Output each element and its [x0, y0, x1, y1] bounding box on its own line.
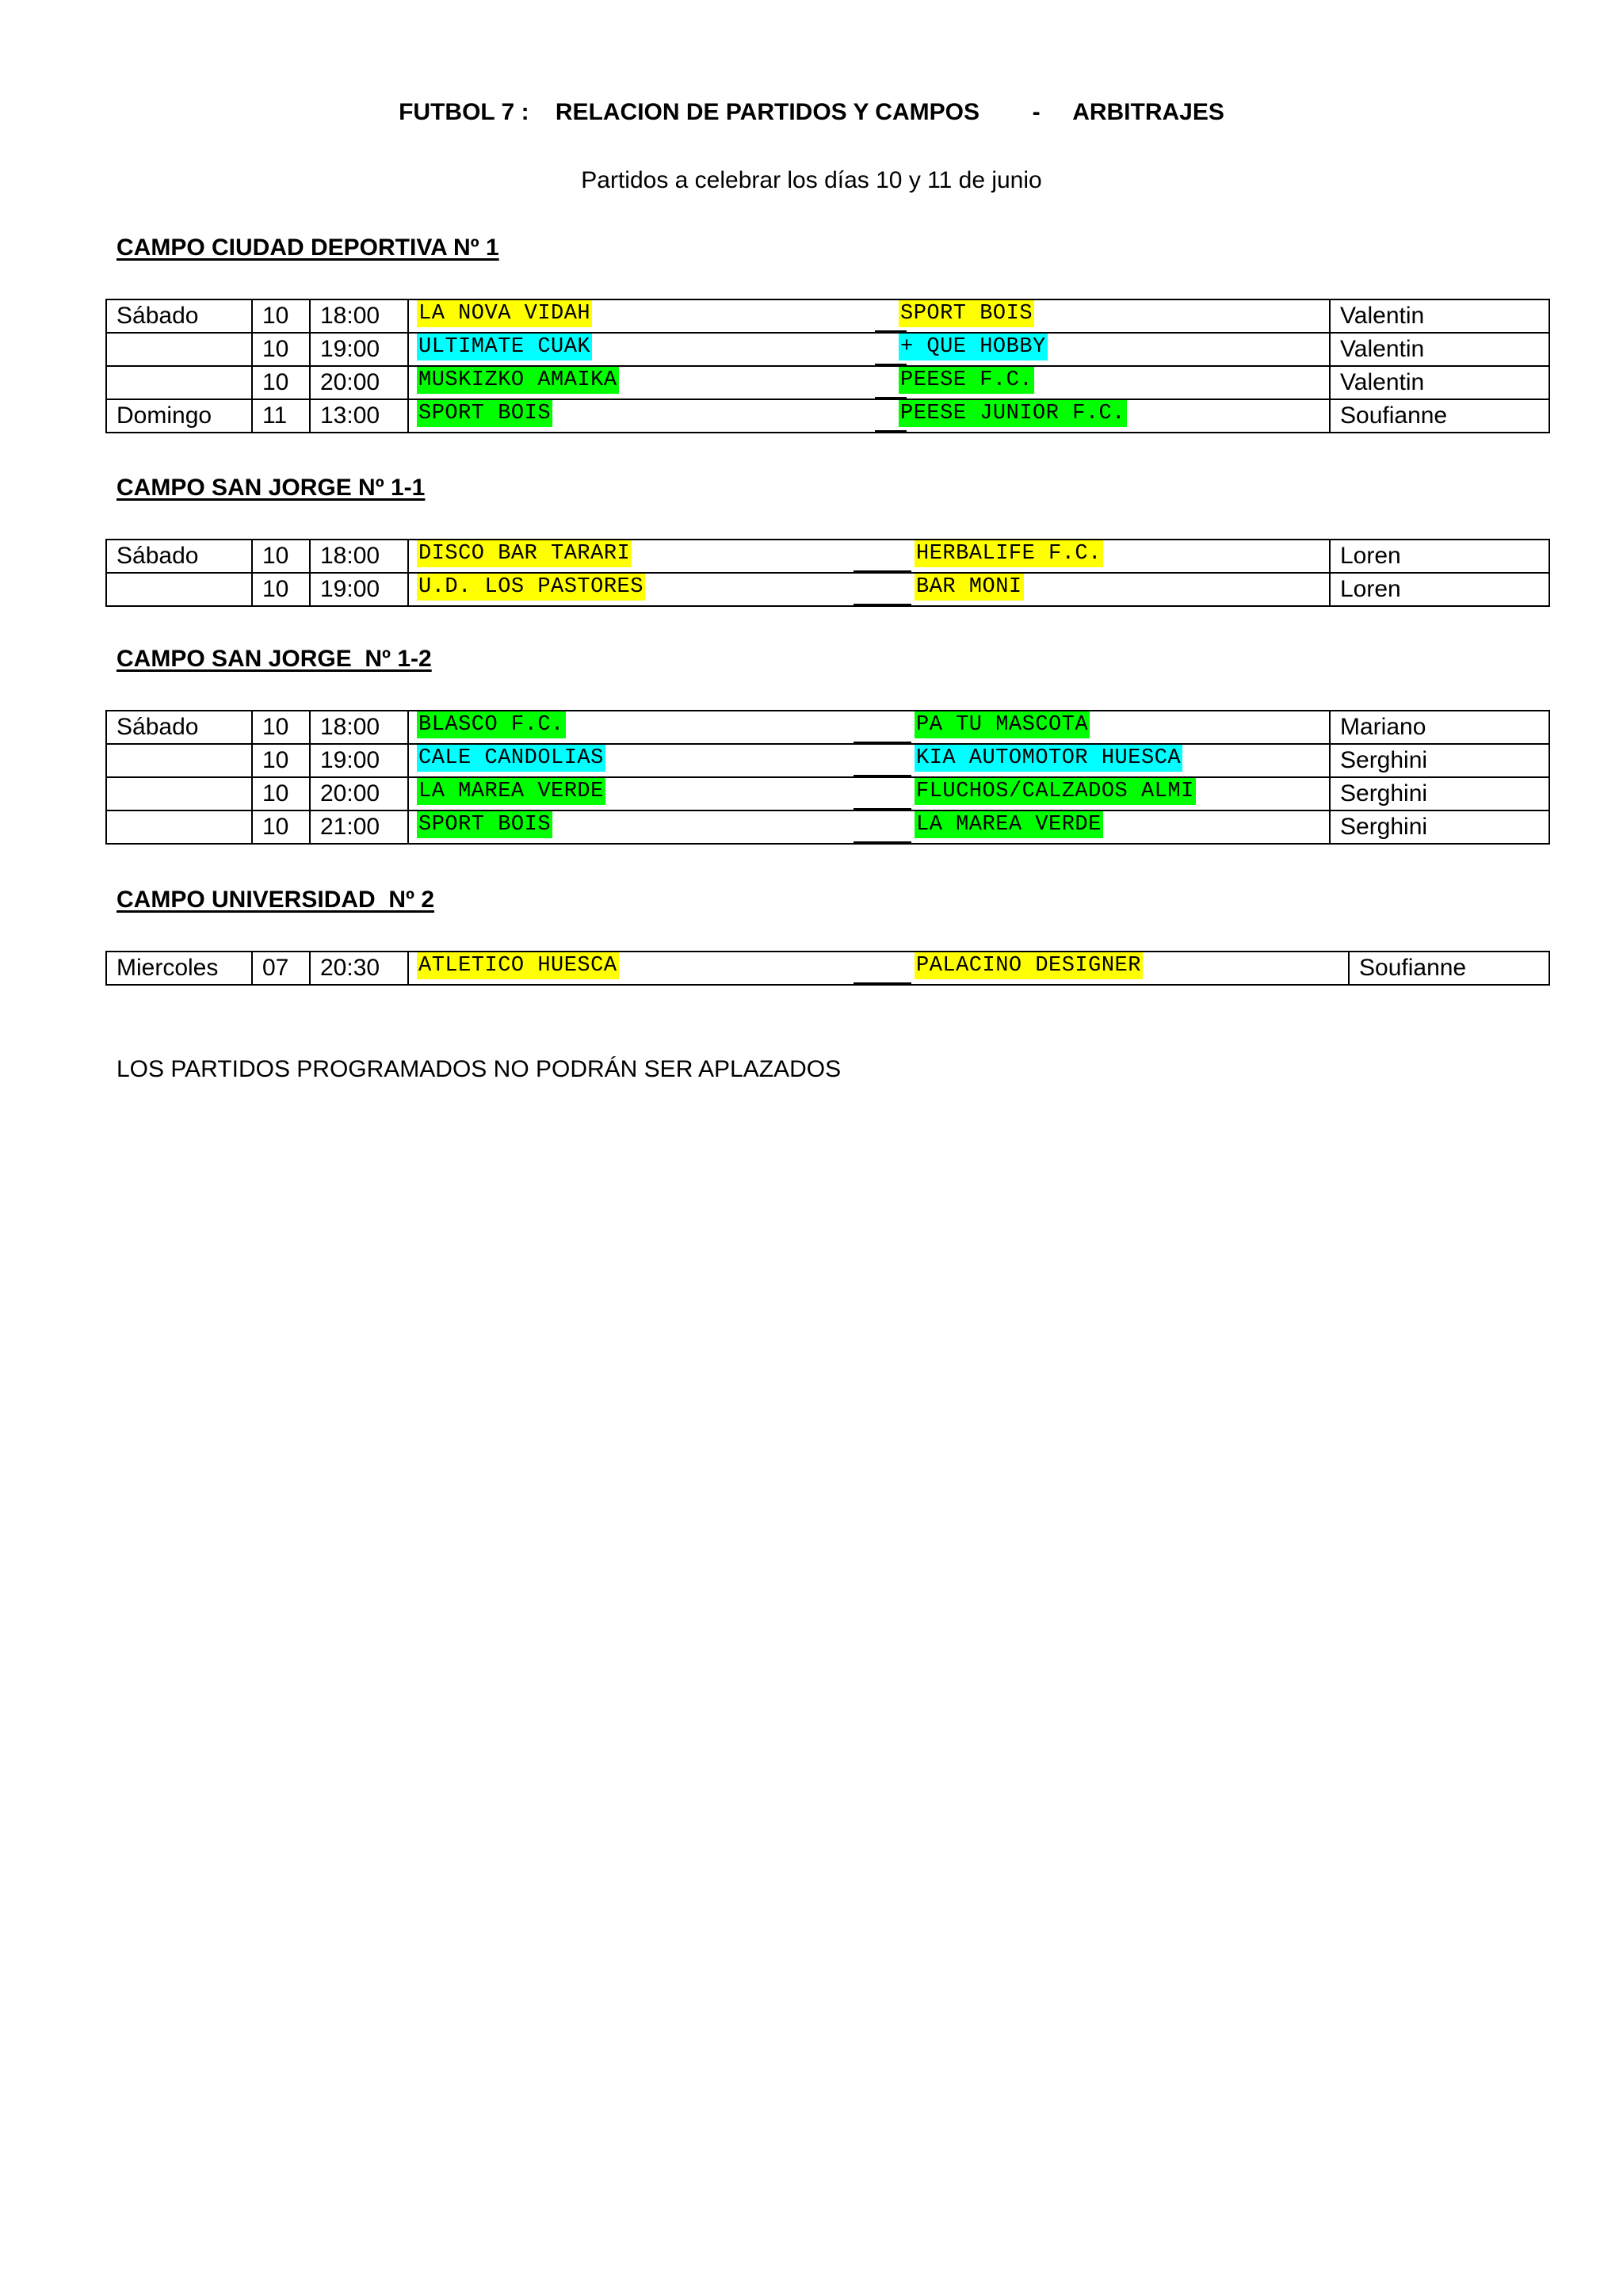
- versus-separator: [875, 330, 907, 332]
- section-title-san-jorge-1-2: CAMPO SAN JORGE Nº 1-2: [116, 646, 432, 672]
- teams-cell: [408, 810, 1330, 844]
- referee-cell: Loren: [1330, 540, 1549, 573]
- document-title: FUTBOL 7 : RELACION DE PARTIDOS Y CAMPOS - ARBITRAJES: [399, 99, 1224, 125]
- table-row: [106, 573, 1549, 606]
- home-team: ULTIMATE CUAK: [418, 335, 591, 359]
- home-team: MUSKIZKO AMAIKA: [418, 368, 617, 392]
- time-cell: 13:00: [310, 399, 408, 433]
- day-cell: [106, 777, 252, 810]
- day-cell: [106, 366, 252, 399]
- referee-cell: Valentin: [1330, 299, 1549, 333]
- home-team: LA NOVA VIDAH: [418, 302, 591, 326]
- date-cell: 10: [252, 299, 310, 333]
- versus-separator: [854, 604, 911, 605]
- teams-cell: [408, 366, 1330, 399]
- table-row: [106, 299, 1549, 333]
- versus-separator: [854, 775, 911, 776]
- day-cell: Sábado: [106, 299, 252, 333]
- date-cell: 10: [252, 540, 310, 573]
- teams-cell: [408, 777, 1330, 810]
- versus-separator: [854, 808, 911, 810]
- table-row: [106, 333, 1549, 366]
- document-subtitle: Partidos a celebrar los días 10 y 11 de junio: [581, 167, 1042, 193]
- matches-table-ciudad-deportiva: [105, 299, 1550, 433]
- away-team: PALACINO DESIGNER: [916, 954, 1141, 978]
- matches-table-universidad-2: [105, 951, 1550, 986]
- time-cell: 19:00: [310, 333, 408, 366]
- home-team: SPORT BOIS: [418, 813, 552, 837]
- away-team: + QUE HOBBY: [900, 335, 1046, 359]
- table-row: [106, 711, 1549, 744]
- referee-cell: Serghini: [1330, 777, 1549, 810]
- date-cell: 10: [252, 573, 310, 606]
- teams-cell: [408, 333, 1330, 366]
- teams-cell: [408, 952, 1349, 985]
- teams-cell: [408, 573, 1330, 606]
- day-cell: Miercoles: [106, 952, 252, 985]
- date-cell: 10: [252, 711, 310, 744]
- versus-separator: [854, 982, 911, 984]
- referee-cell: Valentin: [1330, 366, 1549, 399]
- away-team: PEESE F.C.: [900, 368, 1033, 392]
- time-cell: 20:30: [310, 952, 408, 985]
- day-cell: [106, 573, 252, 606]
- referee-cell: Loren: [1330, 573, 1549, 606]
- table-row: [106, 366, 1549, 399]
- date-cell: 10: [252, 810, 310, 844]
- time-cell: 18:00: [310, 299, 408, 333]
- versus-separator: [875, 364, 907, 365]
- date-cell: 10: [252, 366, 310, 399]
- table-row: [106, 540, 1549, 573]
- home-team: CALE CANDOLIAS: [418, 746, 604, 770]
- referee-cell: Serghini: [1330, 810, 1549, 844]
- versus-separator: [875, 397, 907, 399]
- versus-separator: [875, 430, 907, 432]
- table-row: [106, 952, 1549, 985]
- away-team: PA TU MASCOTA: [916, 713, 1089, 737]
- table-row: [106, 744, 1549, 777]
- home-team: U.D. LOS PASTORES: [418, 575, 643, 599]
- day-cell: [106, 333, 252, 366]
- home-team: SPORT BOIS: [418, 402, 552, 425]
- teams-cell: [408, 744, 1330, 777]
- away-team: PEESE JUNIOR F.C.: [900, 402, 1125, 425]
- table-row: [106, 810, 1549, 844]
- teams-cell: [408, 299, 1330, 333]
- section-title-san-jorge-1-1: CAMPO SAN JORGE Nº 1-1: [116, 475, 426, 501]
- referee-cell: Valentin: [1330, 333, 1549, 366]
- table-row: [106, 399, 1549, 433]
- away-team: HERBALIFE F.C.: [916, 542, 1102, 566]
- referee-cell: Soufianne: [1330, 399, 1549, 433]
- matches-table-san-jorge-1-2: [105, 710, 1550, 845]
- time-cell: 18:00: [310, 711, 408, 744]
- away-team: SPORT BOIS: [900, 302, 1033, 326]
- home-team: DISCO BAR TARARI: [418, 542, 631, 566]
- section-title-universidad-2: CAMPO UNIVERSIDAD Nº 2: [116, 887, 435, 913]
- date-cell: 07: [252, 952, 310, 985]
- day-cell: [106, 810, 252, 844]
- section-title-ciudad-deportiva: CAMPO CIUDAD DEPORTIVA Nº 1: [116, 235, 499, 261]
- time-cell: 19:00: [310, 744, 408, 777]
- date-cell: 10: [252, 744, 310, 777]
- referee-cell: Serghini: [1330, 744, 1549, 777]
- table-row: [106, 777, 1549, 810]
- time-cell: 20:00: [310, 777, 408, 810]
- time-cell: 21:00: [310, 810, 408, 844]
- date-cell: 10: [252, 333, 310, 366]
- away-team: BAR MONI: [916, 575, 1022, 599]
- home-team: LA MAREA VERDE: [418, 780, 604, 803]
- time-cell: 18:00: [310, 540, 408, 573]
- teams-cell: [408, 540, 1330, 573]
- matches-table-san-jorge-1-1: [105, 539, 1550, 607]
- away-team: KIA AUTOMOTOR HUESCA: [916, 746, 1182, 770]
- day-cell: [106, 744, 252, 777]
- home-team: BLASCO F.C.: [418, 713, 564, 737]
- footer-note: LOS PARTIDOS PROGRAMADOS NO PODRÁN SER APLAZADOS: [116, 1056, 842, 1082]
- home-team: ATLETICO HUESCA: [418, 954, 617, 978]
- date-cell: 11: [252, 399, 310, 433]
- versus-separator: [854, 570, 911, 572]
- referee-cell: Mariano: [1330, 711, 1549, 744]
- away-team: FLUCHOS/CALZADOS ALMI: [916, 780, 1194, 803]
- time-cell: 20:00: [310, 366, 408, 399]
- day-cell: Sábado: [106, 540, 252, 573]
- referee-cell: Soufianne: [1349, 952, 1549, 985]
- date-cell: 10: [252, 777, 310, 810]
- versus-separator: [854, 742, 911, 743]
- versus-separator: [854, 841, 911, 843]
- teams-cell: [408, 399, 1330, 433]
- day-cell: Domingo: [106, 399, 252, 433]
- time-cell: 19:00: [310, 573, 408, 606]
- day-cell: Sábado: [106, 711, 252, 744]
- away-team: LA MAREA VERDE: [916, 813, 1102, 837]
- teams-cell: [408, 711, 1330, 744]
